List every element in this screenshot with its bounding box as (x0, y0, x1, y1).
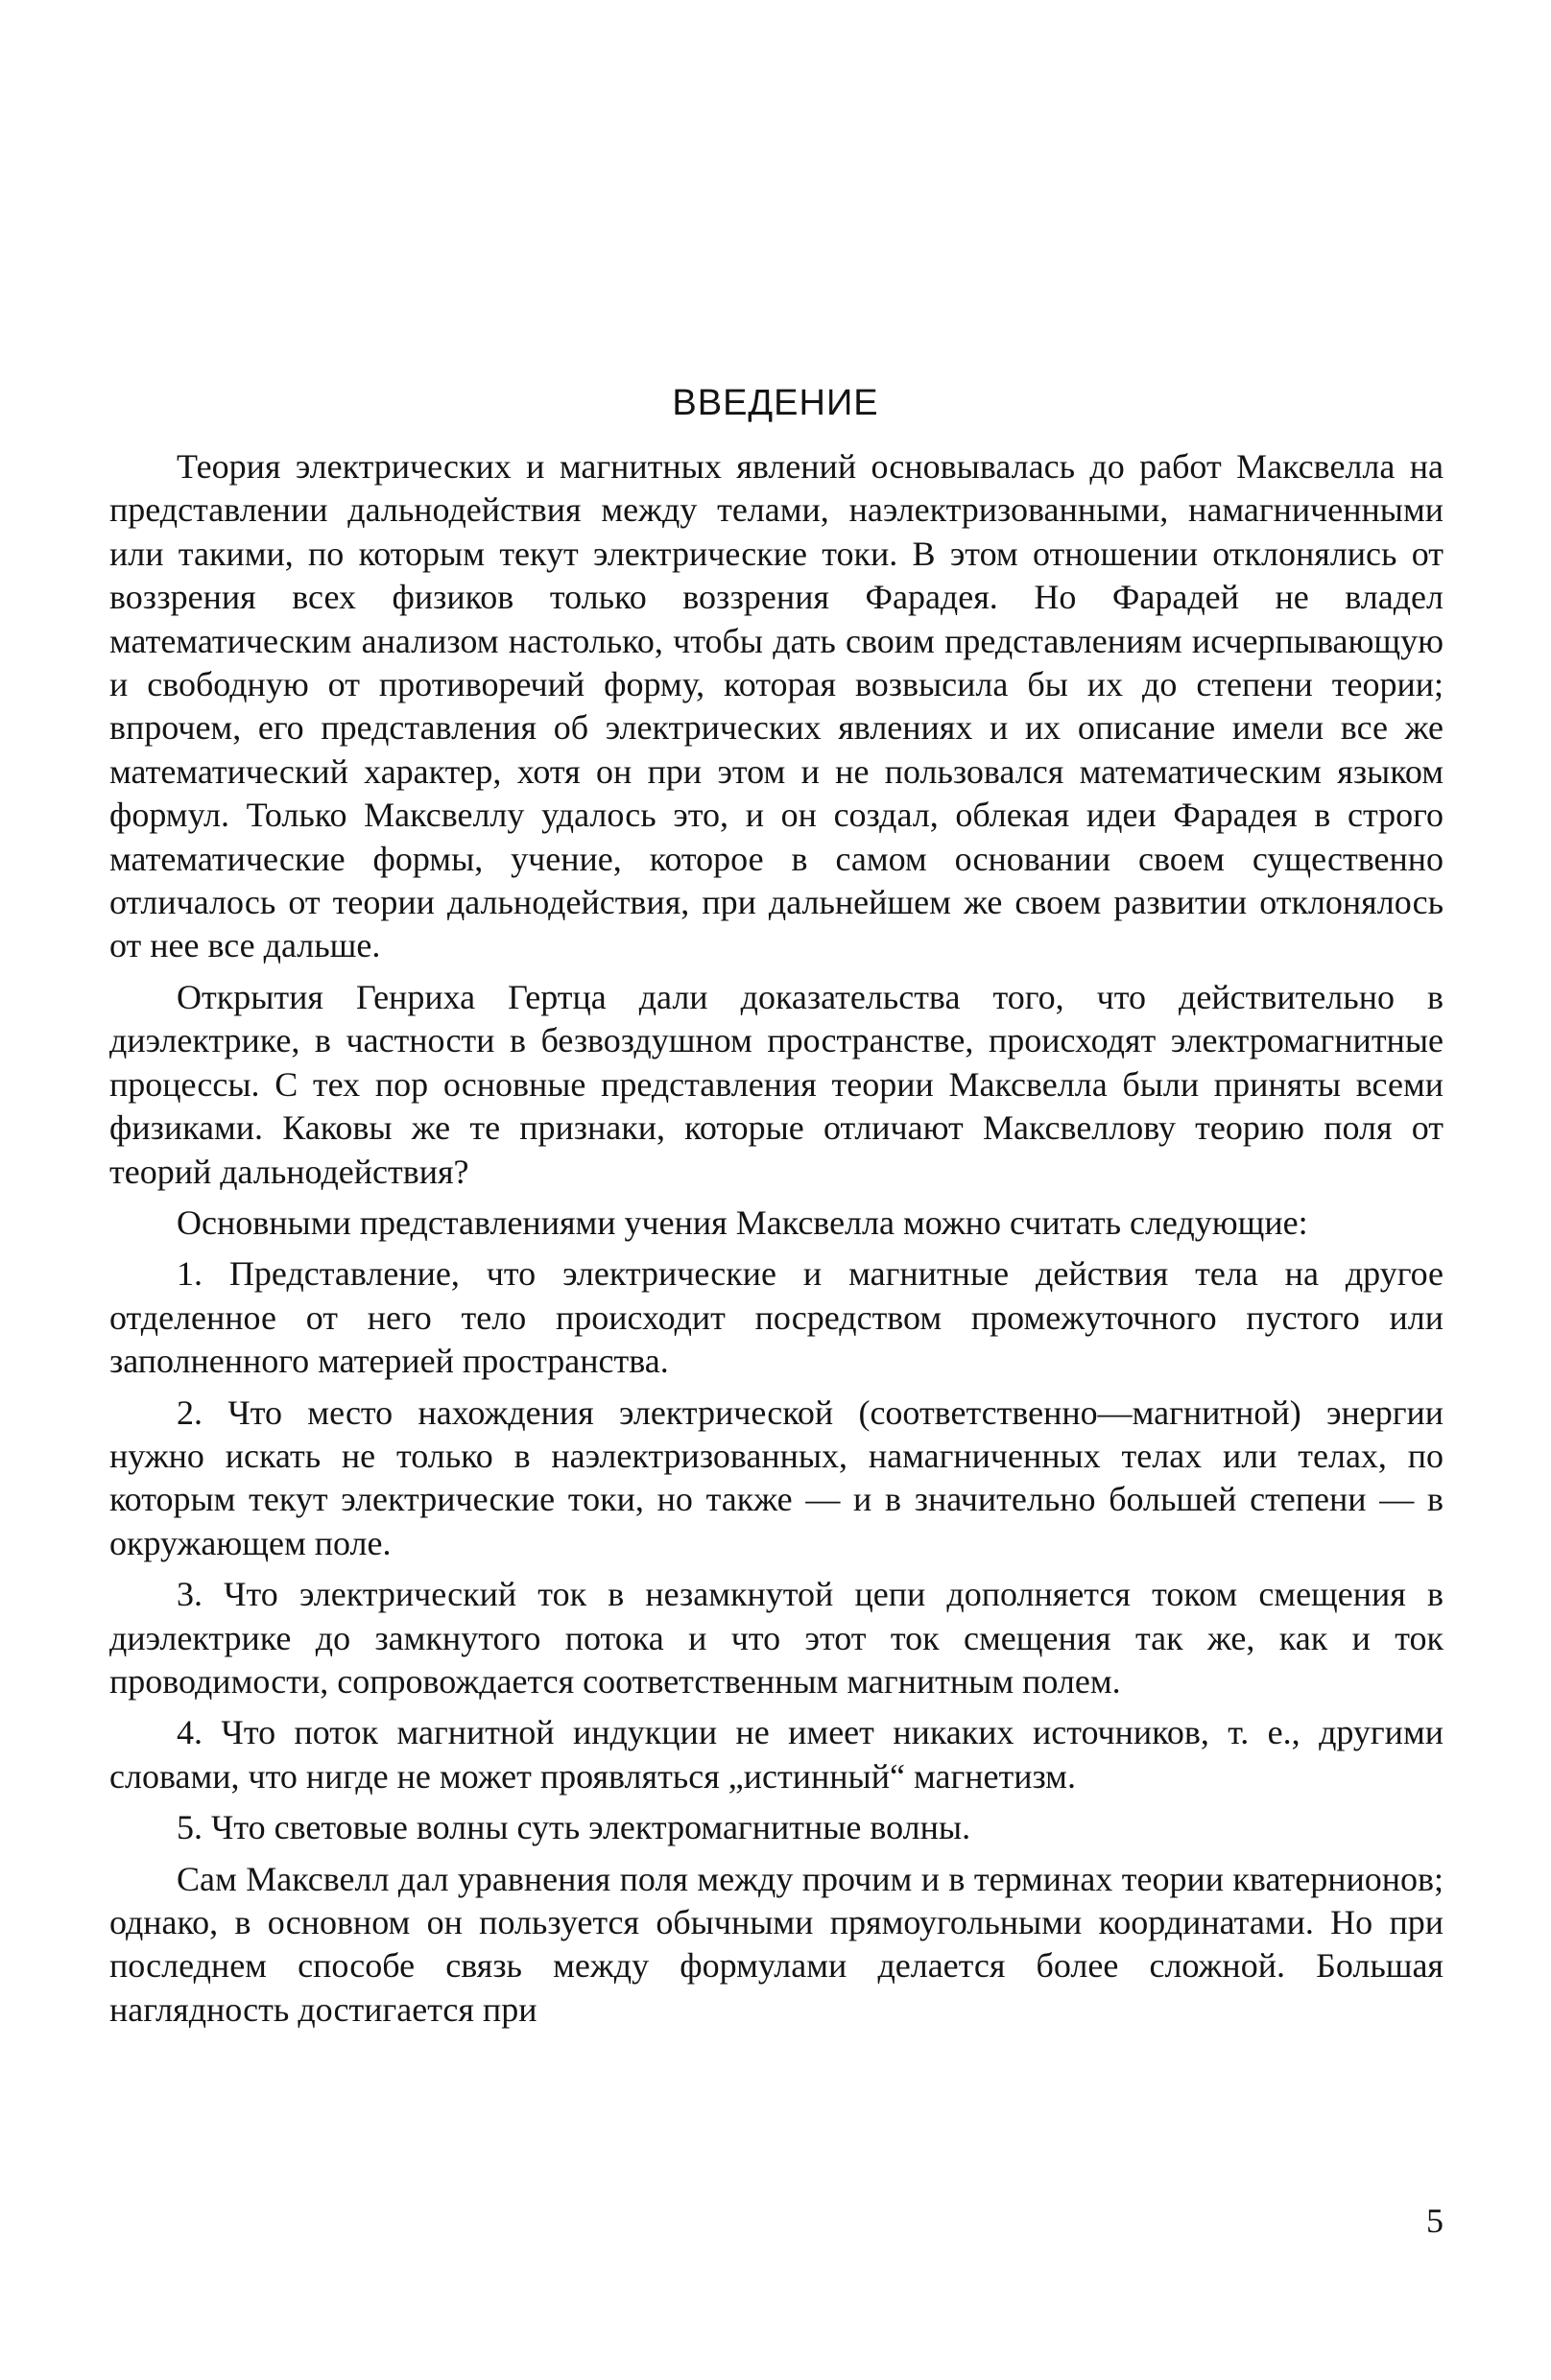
page-body (109, 445, 1444, 2032)
list-item-2: 2. Что место нахождения электрической (соответственно—магнитной) энергии нужно искать не только в наэлектризованных, намагниченных телах или телах, по которым текут электрические токи, но также — и в значительно большей степени — в окружающем поле. (109, 1392, 1444, 1562)
paragraph-hertz-discoveries: Открытия Генриха Гертца дали доказательства того, что действительно в диэлектрике, в частности в безвоздушном пространстве, происходят электромагнитные процессы. С тех пор основные представления теории Максвелла были приняты всеми физиками. Каковы же те признаки, которые отличают Максвеллову теорию поля от теорий дальнодействия? (109, 977, 1444, 1191)
list-item-4: 4. Что поток магнитной индукции не имеет никаких источников, т. е., другими словами, что нигде не может проявляться „истинный“ магнетизм. (109, 1713, 1444, 1796)
list-item-3: 3. Что электрический ток в незамкнутой цепи дополняется током смещения в диэлектрике до замкнутого потока и что этот ток смещения так же, как и ток проводимости, сопровождается соответственным магнитным полем. (109, 1575, 1444, 1701)
paragraph-maxwell-equations: Сам Максвелл дал уравнения поля между прочим и в терминах теории кватернионов; однако, в основном он пользуется обычными прямоугольными координатами. Но при последнем способе связь между формулами делается более сложной. Большая наглядность достигается при (109, 1859, 1444, 2029)
list-item-1: 1. Представление, что электрические и магнитные действия тела на другое отделенное от него тело происходит посредством промежуточного пустого или заполненного материей пространства. (109, 1254, 1444, 1381)
paragraph-main-ideas-intro: Основными представлениями учения Максвелла можно считать следующие: (177, 1202, 1308, 1242)
list-item-5: 5. Что световые волны суть электромагнитные волны. (177, 1808, 971, 1847)
chapter-title: ВВЕДЕНИЕ (672, 383, 879, 423)
page-number: 5 (1426, 2202, 1444, 2240)
paragraph-theory-history: Теория электрических и магнитных явлений основывалась до работ Максвелла на представлении дальнодействия между телами, наэлектризованными, намагниченными или такими, по которым текут электрические токи. В этом отношении отклонялись от воззрения всех физиков только воззрения Фарадея. Но Фарадей не владел математическим анализом настолько, чтобы дать своим представлениям исчерпывающую и свободную от противоречий форму, которая возвысила бы их до степени теории; впрочем, его представления об электрических явлениях и их описание имели все же математический характер, хотя он при этом и не пользовался математическим языком формул. Только Максвеллу удалось это, и он создал, облекая идеи Фарадея в строго математические формы, учение, которое в самом основании своем существенно отличалось от теории дальнодействия, при дальнейшем же своем развитии отклонялось от нее все дальше. (109, 447, 1444, 965)
